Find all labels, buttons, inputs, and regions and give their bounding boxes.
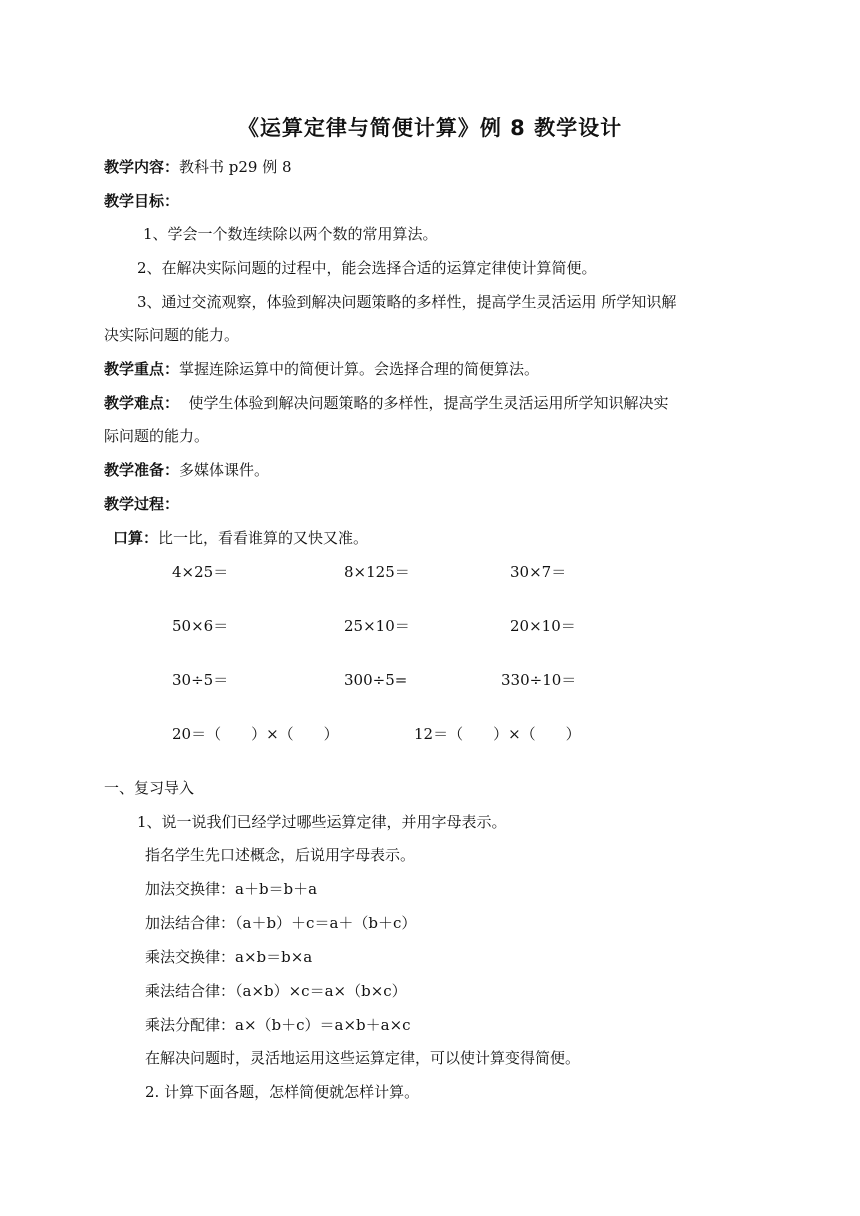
calc-item: 30×7＝ [510, 563, 567, 581]
teaching-process-label: 教学过程： [104, 495, 180, 513]
teaching-content-line [104, 157, 292, 177]
goal-item-3: 3、通过交流观察，体验到解决问题策略的多样性，提高学生灵活运用 所学知识解 [137, 293, 677, 311]
preparation-line [104, 460, 269, 480]
review-instruction: 指名学生先口述概念，后说用字母表示。 [145, 846, 416, 864]
calc-item: 25×10＝ [344, 617, 410, 635]
review-item-1: 1、说一说我们已经学过哪些运算定律，并用字母表示。 [137, 813, 507, 831]
key-points-text: 掌握连除运算中的简便计算。会选择合理的简便算法。 [179, 360, 540, 378]
calc-item: 50×6＝ [172, 617, 229, 635]
goal-item-2: 2、在解决实际问题的过程中，能会选择合适的运算定律使计算简便。 [137, 259, 597, 277]
teaching-content-text: 教科书 p29 例 8 [179, 158, 292, 176]
calc-item: 30÷5＝ [172, 671, 229, 689]
teaching-goals-label: 教学目标： [104, 192, 180, 210]
difficulty-label: 教学难点： [104, 394, 180, 412]
preparation-text: 多媒体课件。 [179, 461, 270, 479]
laws-summary: 在解决问题时，灵活地运用这些运算定律，可以使计算变得简便。 [145, 1049, 581, 1067]
difficulty-text: 使学生体验到解决问题策略的多样性，提高学生灵活运用所学知识解决实 [179, 394, 669, 412]
calc-item: 300÷5= [344, 671, 408, 689]
document-title: 《运算定律与简便计算》例 8 教学设计 [237, 116, 623, 140]
calc-item: 8×125＝ [344, 563, 410, 581]
law-item: 乘法分配律：a×（b＋c）＝a×b＋a×c [145, 1016, 411, 1034]
teaching-content-label: 教学内容： [104, 158, 180, 176]
law-item: 乘法交换律：a×b＝b×a [145, 948, 313, 966]
calc-item: 20×10＝ [510, 617, 576, 635]
oral-calc-text: 比一比，看看谁算的又快又准。 [158, 529, 369, 547]
calc-item: 4×25＝ [172, 563, 229, 581]
review-item-2: 2. 计算下面各题，怎样简便就怎样计算。 [145, 1083, 420, 1101]
goal-item-1: 1、学会一个数连续除以两个数的常用算法。 [143, 225, 438, 243]
section-heading-review: 一、复习导入 [104, 779, 195, 797]
key-points-label: 教学重点： [104, 360, 180, 378]
law-item: 加法交换律：a＋b＝b＋a [145, 880, 318, 898]
calc-item: 330÷10＝ [501, 671, 577, 689]
factor-item: 20＝（ ）×（ ） [172, 725, 339, 743]
law-item: 乘法结合律：（a×b）×c＝a×（b×c） [145, 982, 407, 1000]
oral-calc-label: 口算： [113, 529, 159, 547]
preparation-label: 教学准备： [104, 461, 180, 479]
goal-item-3-continued: 决实际问题的能力。 [104, 326, 240, 344]
factor-item: 12＝（ ）×（ ） [414, 725, 581, 743]
key-points-line [104, 359, 539, 379]
oral-calc-line [113, 528, 368, 548]
law-item: 加法结合律：（a＋b）＋c＝a＋（b＋c） [145, 914, 417, 932]
difficulty-text-continued: 际问题的能力。 [104, 427, 210, 445]
difficulty-line [104, 393, 669, 413]
